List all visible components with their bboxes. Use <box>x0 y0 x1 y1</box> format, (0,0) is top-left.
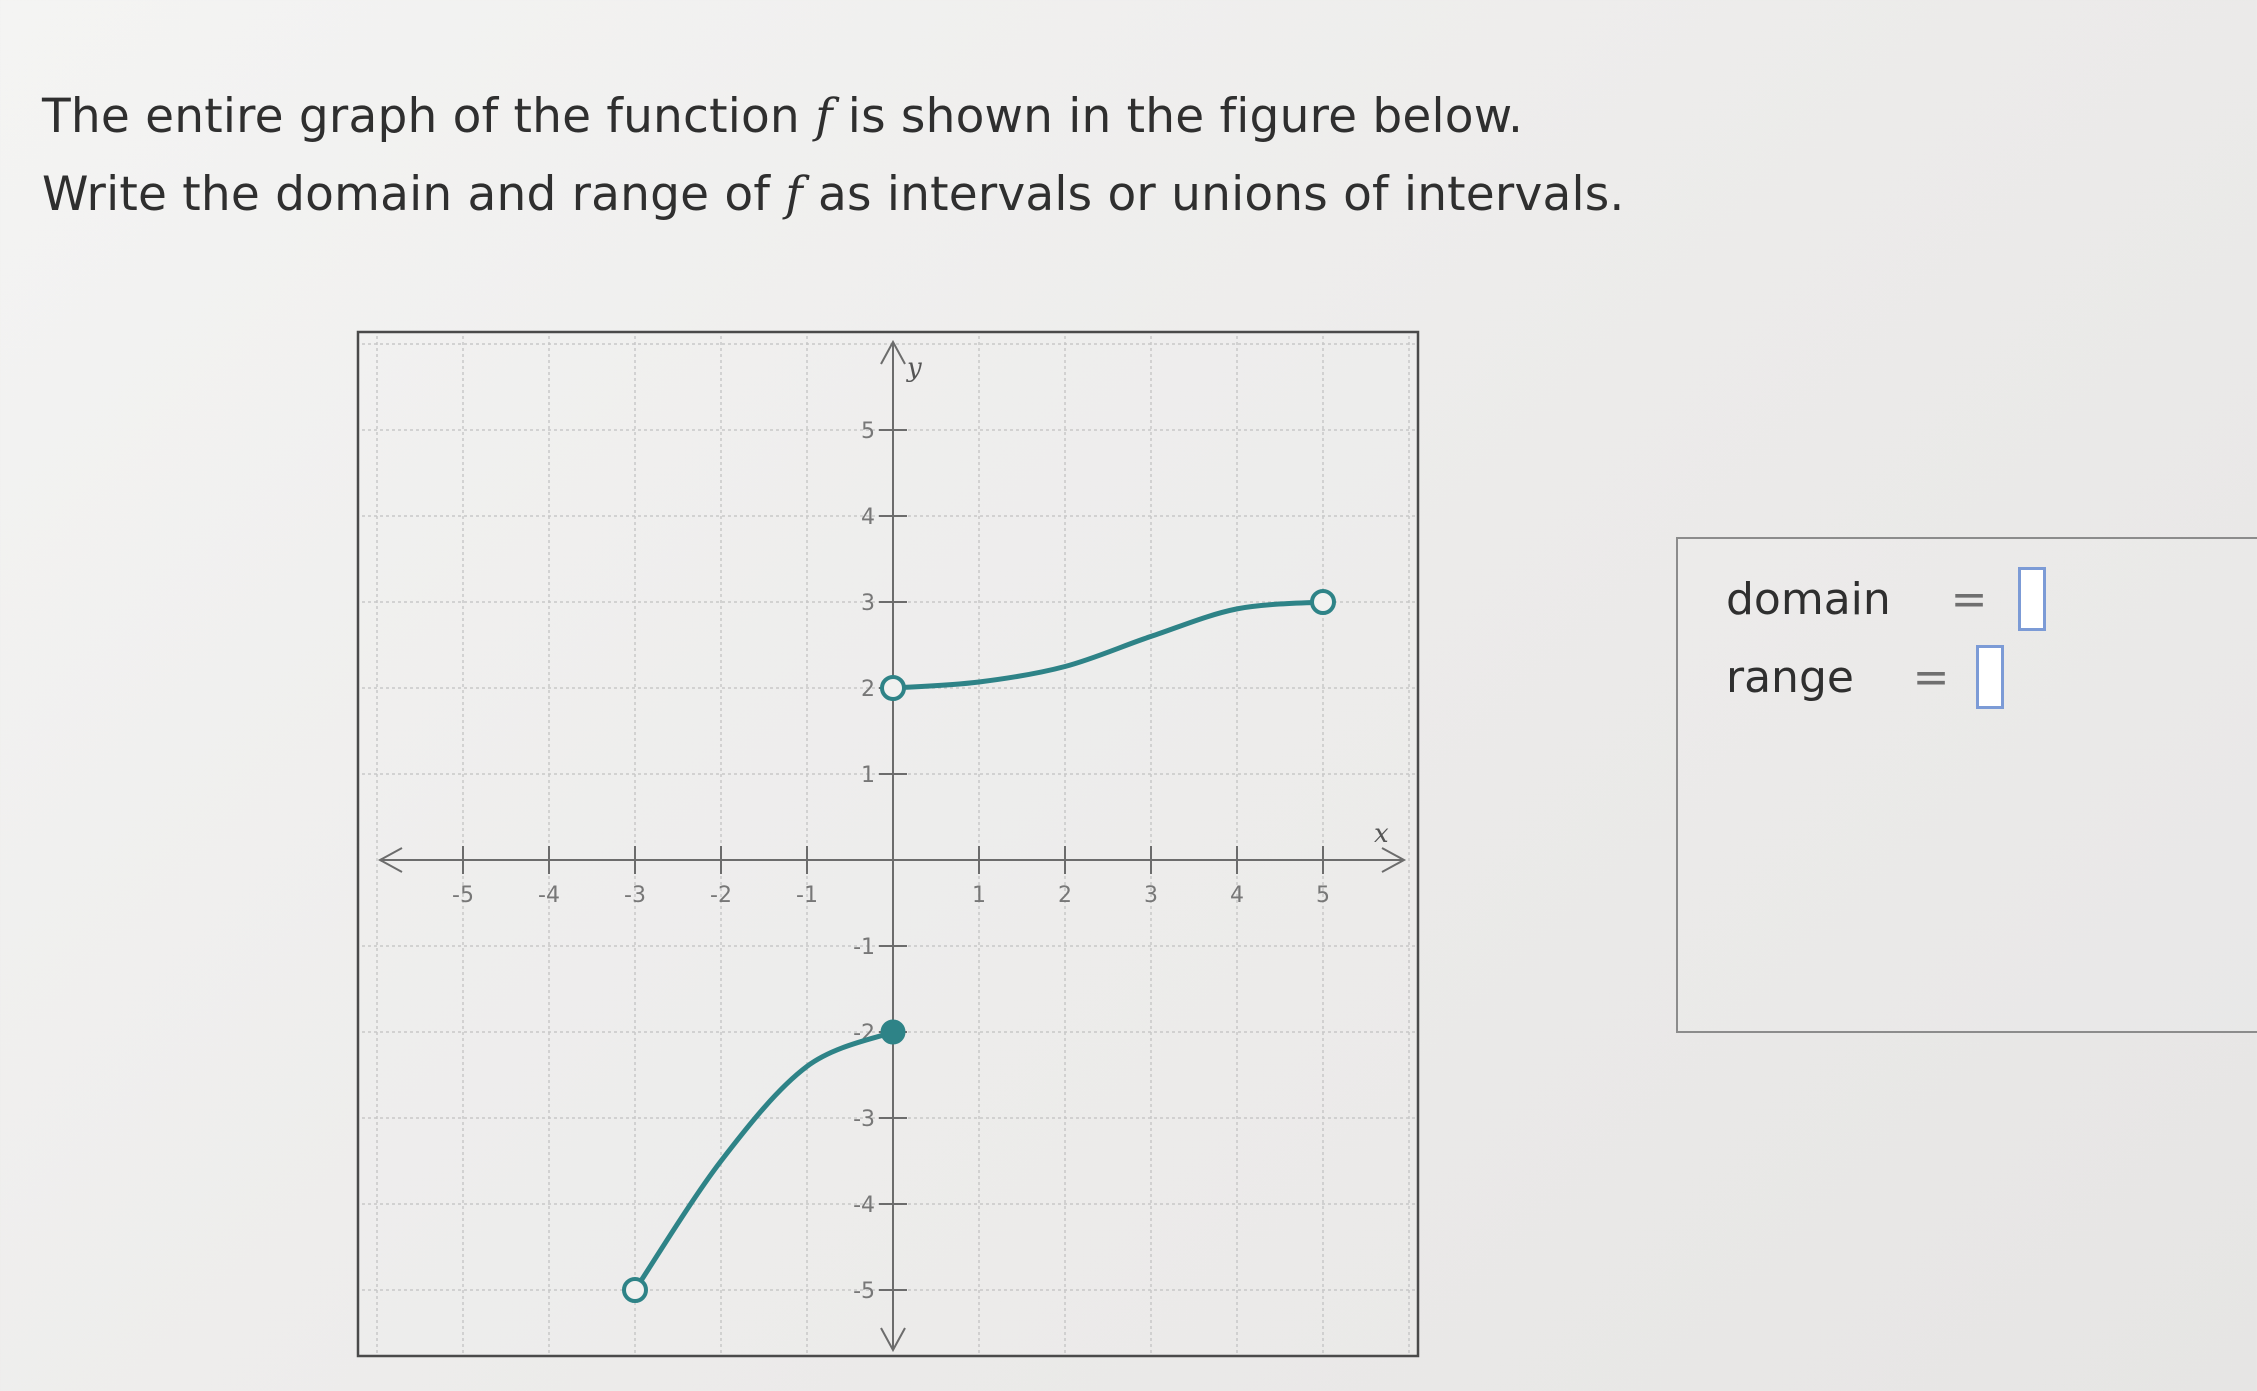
y-tick-label: 2 <box>861 677 875 702</box>
question-prompt <box>42 78 1662 234</box>
range-row <box>1726 645 2004 709</box>
prompt-text: Write the domain and range of <box>42 167 786 222</box>
y-tick-label: 1 <box>861 763 875 788</box>
prompt-text: The entire graph of the function <box>42 89 816 144</box>
x-axis-label: x <box>1374 819 1389 849</box>
function-variable: f <box>815 89 833 144</box>
domain-label: domain <box>1726 573 1891 625</box>
y-tick-label: -5 <box>853 1279 875 1304</box>
y-tick-label: -2 <box>853 1021 875 1046</box>
function-graph <box>356 330 1422 1360</box>
prompt-line-1 <box>42 78 1662 156</box>
graph-frame <box>358 332 1418 1356</box>
open-endpoint <box>882 677 904 699</box>
domain-row <box>1726 567 2046 631</box>
x-tick-label: 4 <box>1230 883 1244 908</box>
range-input[interactable] <box>1976 645 2004 709</box>
x-tick-label: 1 <box>972 883 986 908</box>
range-label: range <box>1726 651 1854 703</box>
prompt-text: is shown in the figure below. <box>832 89 1524 144</box>
y-tick-label: 5 <box>861 419 875 444</box>
y-tick-label: -1 <box>853 935 875 960</box>
x-tick-label: 5 <box>1316 883 1330 908</box>
open-endpoint <box>1312 591 1334 613</box>
domain-input[interactable] <box>2018 567 2046 631</box>
y-tick-label: -3 <box>853 1107 875 1132</box>
answer-panel <box>1676 537 2257 1033</box>
graph-canvas <box>356 330 1422 1360</box>
y-tick-label: 4 <box>861 505 875 530</box>
x-tick-label: 2 <box>1058 883 1072 908</box>
x-tick-label: -3 <box>624 883 646 908</box>
function-variable: f <box>785 167 803 222</box>
x-tick-label: 3 <box>1144 883 1158 908</box>
equals-sign: = <box>1950 573 1988 625</box>
x-tick-label: -2 <box>710 883 732 908</box>
x-tick-label: -4 <box>538 883 560 908</box>
y-axis-label: y <box>907 353 922 383</box>
y-tick-label: 3 <box>861 591 875 616</box>
closed-endpoint <box>882 1021 904 1043</box>
prompt-text: as intervals or unions of intervals. <box>802 167 1625 222</box>
x-tick-label: -1 <box>796 883 818 908</box>
equals-sign: = <box>1912 651 1950 703</box>
x-tick-label: -5 <box>452 883 474 908</box>
y-tick-label: -4 <box>853 1193 875 1218</box>
open-endpoint <box>624 1279 646 1301</box>
prompt-line-2 <box>42 156 1662 234</box>
